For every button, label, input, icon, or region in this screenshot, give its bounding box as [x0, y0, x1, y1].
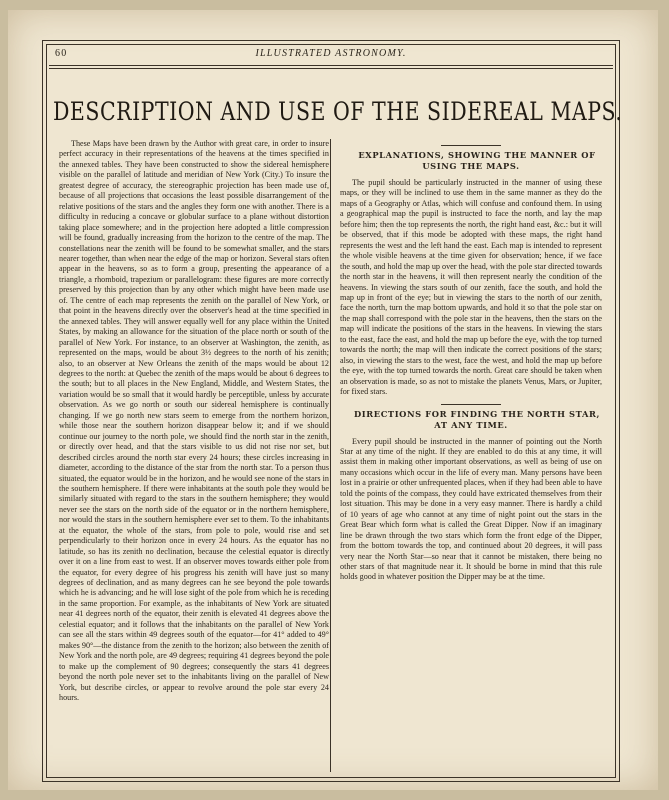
left-column: [59, 139, 329, 703]
header-rule-double: [49, 68, 613, 69]
right-column: [340, 139, 602, 583]
running-title: ILLUSTRATED ASTRONOMY.: [255, 48, 407, 59]
section-heading-north-star: DIRECTIONS FOR FINDING THE NORTH STAR, AT ANY TIME.: [354, 408, 600, 430]
column-divider: [330, 139, 331, 772]
page-title: DESCRIPTION AND USE OF THE SIDEREAL MAPS.: [53, 96, 623, 126]
intro-paragraph: These Maps have been drawn by the Author with great care, in order to insure perfect accuracy in their representations of the heavens at the times specified in the annexed tables. They have been constructed to show the sidereal hemisphere visible on the parallel of latitude and meridian of New York (City.) To insure the greatest degree of accuracy, the stereographic projection has been made use of, because of all projections that occasions the least possible disarrangement of the relative positions of the stars and the angles they form one with another. There is a difficulty in reducing a concave or globular surface to a plane without distortion taking place somewhere; and in the projection here adopted a little compression will be found, gradually increasing from the horizon to the centre of the map. The constellations near the zenith will be found to be somewhat smaller, and the stars nearer together, than when near the edge of the map or horizon. Several stars often appear in the heavens, so as to form a group, presenting the appearance of a triangle, a rhomboid, trapezium or parallelogram: these figures are more correctly preserved by this projection than by any other which might have been made use of. The centre of each map represents the zenith on the parallel of New York, or that point in the heavens directly over the observer's head at the time specified in the annexed tables. They will answer equally well for any place within the United States, by making an allowance for the situation of the place north or south of the parallel of New York. For instance, to an observer at Washington, the zenith, as represented on the maps, would be about 3½ degrees to the north of his zenith; also, to an observer at New Orleans the zenith of the maps would be about 12 degrees to the north: at Quebec the zenith of the maps would be about 6 degrees to the south; but to all places in the New England, Middle, and Western States, the variation would be so small that it would hardly be perceptible, unless by accurate observation. As we go north or south our sidereal hemisphere is continually changing. If we go north new stars seem to emerge from the northern horizon, while those near the southern horizon disappear below it; and if we should continue our journey to the north pole, we should find the north star in the zenith, or directly over head, and that the stars visible to us did not rise nor set, but described circles around the north star every 24 hours; these circles increasing in diameter, according to the distance of the star from the north star. To a person thus situated, the equator would be in the horizon, and he would see none of the stars in the southern hemisphere. If there were inhabitants at the south pole they would be similarly situated with regard to the stars in the southern hemisphere; they would never see the stars on the north side of the equator or in the northern hemisphere, nor would the stars in the southern hemisphere ever set to them. To the inhabitants at the equator, the whole of the stars, from pole to pole, would rise and set perpendicularly to their horizon once in every 24 hours. As the equator has no latitude, so has its zenith no declination, because the celestial equator is directly over it on a line from east to west. If an observer moves towards either pole from the equator, for every degree of his progress his zenith will have just so many degrees of declination, and as many degrees can he see beyond the pole towards which he is advancing; and he will lose sight of the pole from which he is receding in the same proportion. For example, as the inhabitants of New York are situated near 41 degrees north of the equator, their zenith is elevated 41 degrees above the celestial equator; and it follows that the inhabitants on the parallel of New York can see all the stars within 49 degrees south of the equator—for 41° added to 49° makes 90°—the distance from the zenith to the horizon; also between the zenith of New York and the north pole, are 49 degrees; requiring 41 degrees beyond the pole to make up the complement of 90 degrees; consequently the stars 41 degrees beyond the north pole never set to the inhabitants living on the parallel of New York, but describe circles, or appear to revolve around the pole star every 24 hours.: [59, 139, 329, 703]
page-number: 60: [55, 48, 68, 59]
section-separator: [441, 404, 501, 405]
page-border: [42, 40, 623, 782]
book-page: [8, 10, 658, 790]
header-rule: [49, 65, 613, 66]
section-text-using-maps: The pupil should be particularly instructed in the manner of using these maps, or they will be inclined to use them in the same manner as they do the maps of a Geography or Atlas, which will confuse and confound them. In using a geographical map the pupil is instructed to face the north, and lay the map before him; then the top represents the north, the right hand east, &c.: but it will be observed, that if this mode be adopted with these maps, the right hand represents the west and the left hand the east. Each map is intended to represent the whole visible heavens at the time given for observation; hence, if we face the south, and hold the map up over the head, with the pole star directed towards the north star in the heavens, it will then represent nearly the condition of the heavens. In viewing the stars south of our zenith, face the south, and hold the map up in front of the eye; but in viewing the stars to the north of our zenith, face the north, turn the map bottom upwards, and hold it so that the pole star on the map shall correspond with the pole star in the heavens, then the stars on the map will indicate the positions of the stars in the heavens. In viewing the stars to the east, face the east, and hold the map up before the eye, with the top turned towards the north; the map will then indicate the correct positions of the stars; also, in viewing the stars to the west, face the west, and hold the map up before the eye, with the top turned towards the north. Great care should be taken when an observation is made, so as not to mistake the planets Venus, Mars, or Jupiter, for fixed stars.: [340, 178, 602, 397]
section-text-north-star: Every pupil should be instructed in the manner of pointing out the North Star at any time of the night. If they are enabled to do this at any time, it will assist them in making other important observations, as well as being of use on many occasions which occur in the life of every man. Many persons have been lost in a prairie or other unfrequented places, when if they had been able to have told the points of the compass, they could have extricated themselves from their lost situation. This may be done in a very easy manner. There is hardly a child of 10 years of age who cannot at any time of night point out the stars in the Great Bear which form what is called the Great Dipper. Now if an imaginary line be drawn through the two stars which form the front edge of the Dipper, from the bottom towards the top, and continued about 20 degrees, it will pass very near the North Star—so near that it cannot be mistaken, there being no other stars of that magnitude near it. It should be borne in mind that this rule holds good in whatever position the Dipper may be at the time.: [340, 436, 602, 582]
section-separator: [441, 145, 501, 146]
running-header: [55, 48, 607, 64]
section-heading-using-maps: EXPLANATIONS, SHOWING THE MANNER OF USING THE MAPS.: [358, 150, 596, 171]
